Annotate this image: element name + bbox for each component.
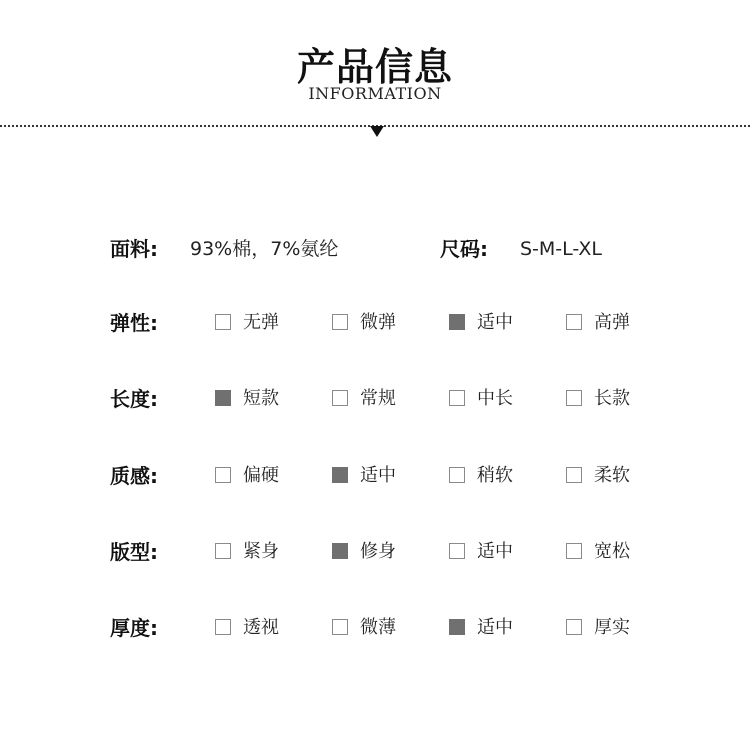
option-label: 微薄 — [360, 617, 396, 638]
checked-box-icon — [332, 543, 348, 559]
unchecked-box-icon — [566, 543, 582, 559]
size-label: 尺码: — [440, 237, 488, 261]
unchecked-box-icon — [332, 390, 348, 406]
fit-label: 版型: — [110, 540, 158, 564]
checked-box-icon — [215, 390, 231, 406]
option-label: 柔软 — [594, 465, 630, 486]
option-label: 短款 — [243, 388, 279, 409]
unchecked-box-icon — [566, 467, 582, 483]
option-label: 微弹 — [360, 312, 396, 333]
option-label: 紧身 — [243, 541, 279, 562]
option-label: 稍软 — [477, 465, 513, 486]
unchecked-box-icon — [215, 467, 231, 483]
elasticity-label: 弹性: — [110, 311, 158, 335]
attribute-row-thickness — [0, 613, 750, 643]
unchecked-box-icon — [566, 390, 582, 406]
fabric-size-row — [0, 234, 750, 264]
unchecked-box-icon — [449, 467, 465, 483]
option-label: 修身 — [360, 541, 396, 562]
triangle-down-icon — [370, 126, 384, 137]
option-label: 厚实 — [594, 617, 630, 638]
texture-label: 质感: — [110, 464, 158, 488]
unchecked-box-icon — [332, 619, 348, 635]
size-value: S-M-L-XL — [520, 238, 602, 260]
option-label: 高弹 — [594, 312, 630, 333]
option-label: 长款 — [594, 388, 630, 409]
unchecked-box-icon — [332, 314, 348, 330]
option-label: 适中 — [477, 617, 513, 638]
fabric-value: 93%棉，7%氨纶 — [190, 238, 339, 260]
option-label: 透视 — [243, 617, 279, 638]
option-label: 适中 — [360, 465, 396, 486]
unchecked-box-icon — [566, 314, 582, 330]
checked-box-icon — [449, 314, 465, 330]
length-label: 长度: — [110, 387, 158, 411]
option-label: 适中 — [477, 312, 513, 333]
fabric-label: 面料: — [110, 237, 158, 261]
unchecked-box-icon — [449, 543, 465, 559]
checked-box-icon — [332, 467, 348, 483]
attribute-row-fit — [0, 537, 750, 567]
option-label: 偏硬 — [243, 465, 279, 486]
unchecked-box-icon — [215, 543, 231, 559]
option-label: 无弹 — [243, 312, 279, 333]
checked-box-icon — [449, 619, 465, 635]
thickness-label: 厚度: — [110, 616, 158, 640]
option-label: 适中 — [477, 541, 513, 562]
unchecked-box-icon — [215, 314, 231, 330]
section-title: 产品信息 — [296, 45, 453, 89]
attribute-row-texture — [0, 461, 750, 491]
option-label: 中长 — [477, 388, 513, 409]
unchecked-box-icon — [449, 390, 465, 406]
option-label: 宽松 — [594, 541, 630, 562]
attribute-row-elasticity — [0, 308, 750, 338]
option-label: 常规 — [360, 388, 396, 409]
unchecked-box-icon — [215, 619, 231, 635]
attribute-row-length — [0, 384, 750, 414]
section-subtitle: INFORMATION — [308, 84, 442, 103]
unchecked-box-icon — [566, 619, 582, 635]
